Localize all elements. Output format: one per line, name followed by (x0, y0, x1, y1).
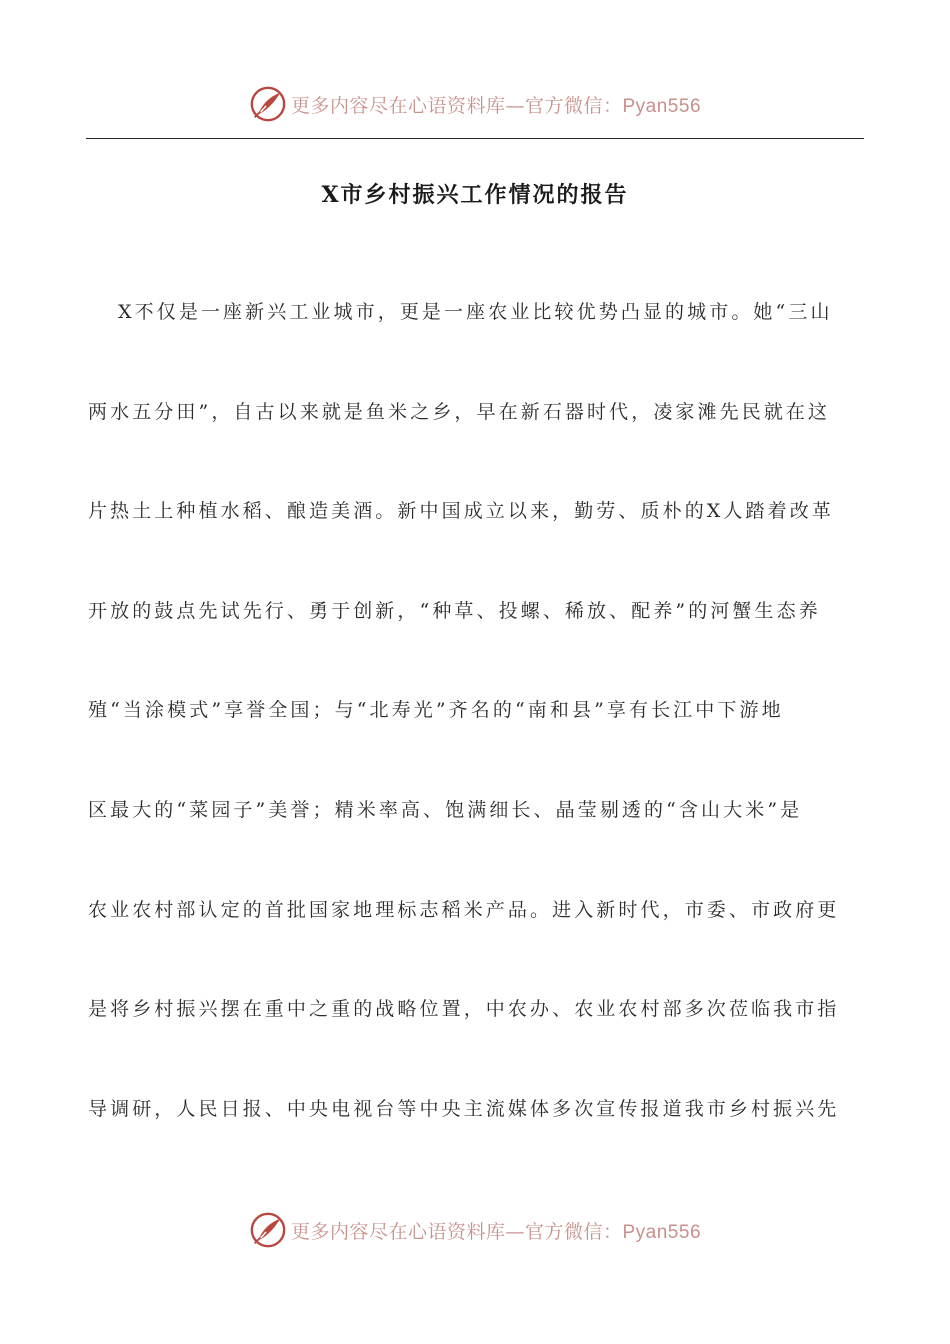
footer-banner-text: 更多内容尽在心语资料库—官方微信：Pyan556 (290, 1220, 702, 1243)
footer-wechat-id: Pyan556 (622, 1221, 702, 1243)
paragraph-line: 区最大的“菜园子”美誉；精米率高、饱满细长、晶莹剔透的“含山大米”是 (88, 798, 803, 821)
paragraph-line: X不仅是一座新兴工业城市，更是一座农业比较优势凸显的城市。她“三山 (118, 301, 833, 323)
paragraph-line: 两水五分田”，自古以来就是鱼米之乡，早在新石器时代，凌家滩先民就在这 (88, 400, 831, 423)
feather-quill-logo-icon (249, 85, 287, 123)
paragraph-line: 农业农村部认定的首批国家地理标志稻米产品。进入新时代，市委、市政府更 (88, 898, 840, 921)
paragraph-line: 片热土上种植水稻、酿造美酒。新中国成立以来，勤劳、质朴的X人踏着改革 (88, 500, 834, 523)
footer-banner (0, 1208, 950, 1252)
paragraph-line: 开放的鼓点先试先行、勇于创新，“种草、投螺、稀放、配养”的河蟹生态养 (88, 599, 821, 622)
paragraph-line: 导调研，人民日报、中央电视台等中央主流媒体多次宣传报道我市乡村振兴先 (88, 1097, 840, 1120)
document-paragraph (88, 263, 862, 1159)
paragraph-line: 殖“当涂模式”享誉全国；与“北寿光”齐名的“南和县”享有长江中下游地 (88, 699, 784, 722)
feather-quill-logo-icon (249, 1211, 287, 1249)
header-banner (0, 82, 950, 126)
header-divider (86, 138, 864, 139)
document-title: X市乡村振兴工作情况的报告 (321, 182, 629, 208)
header-banner-text: 更多内容尽在心语资料库—官方微信：Pyan556 (290, 94, 702, 117)
header-wechat-id: Pyan556 (622, 95, 702, 117)
paragraph-line: 是将乡村振兴摆在重中之重的战略位置，中农办、农业农村部多次莅临我市指 (88, 998, 840, 1021)
